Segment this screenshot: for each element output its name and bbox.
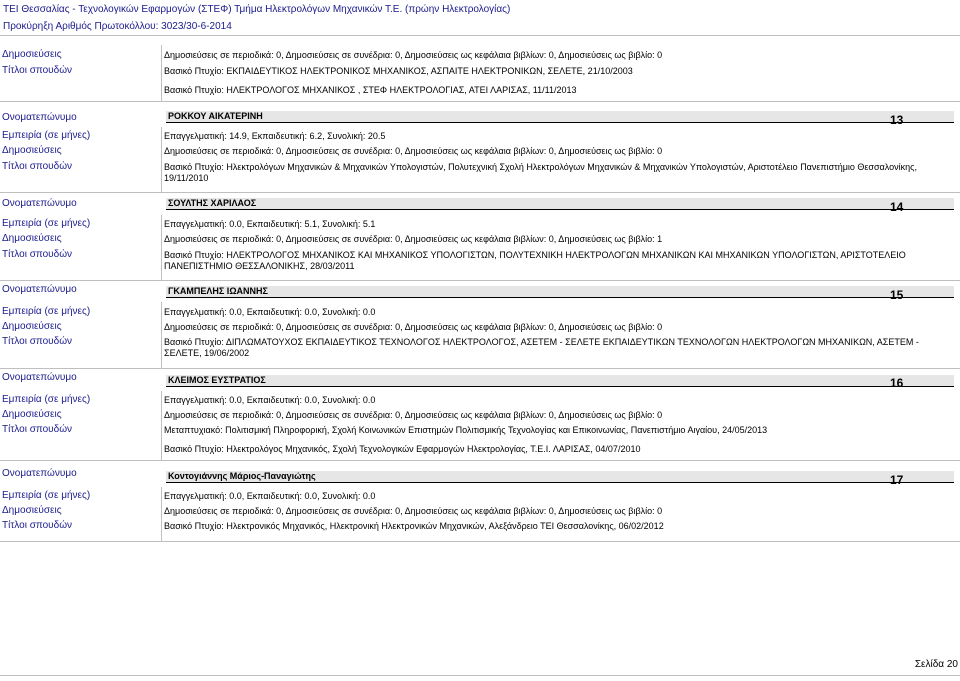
candidate-name: ΚΛΕΙΜΟΣ ΕΥΣΤΡΑΤΙΟΣ [166, 375, 954, 387]
title-value: Βασικό Πτυχίο: Ηλεκτρολόγων Μηχανικών & Μηχανικών Υπολογιστών, Πολυτεχνική Σχολή Ηλεκτρολόγων Μηχανικών & Μηχανικών Υπολογιστών, Αριστοτέλειο Πανεπιστήμιο Θεσσαλονίκης, 19/11/2010 [164, 162, 917, 183]
titles-label: Τίτλοι σπουδών [2, 249, 73, 260]
candidate-name: ΡΟΚΚΟΥ ΑΙΚΑΤΕΡΙΝΗ [166, 111, 954, 123]
row-divider [0, 368, 960, 369]
column-divider [161, 127, 162, 192]
titles-label: Τίτλοι σπουδών [2, 520, 73, 531]
title-value: Βασικό Πτυχίο: Ηλεκτρολόγος Μηχανικός, Σχολή Τεχνολογικών Εφαρμογών Ηλεκτρολογίας, Τ.Ε.Ι. ΛΑΡΙΣΑΣ, 04/07/2010 [164, 444, 641, 454]
candidate-number: 13 [890, 113, 904, 127]
experience-value: Επαγγελματική: 0.0, Εκπαιδευτική: 0.0, Συνολική: 0.0 [164, 395, 376, 405]
row-divider [0, 541, 960, 542]
candidate-name: ΓΚΑΜΠΕΛΗΣ ΙΩΑΝΝΗΣ [166, 286, 954, 298]
titles-label: Τίτλοι σπουδών [2, 161, 73, 172]
column-divider [161, 487, 162, 541]
page-number: Σελίδα 20 [914, 659, 958, 670]
row-divider [0, 101, 960, 102]
row-divider [0, 460, 960, 461]
publications-label: Δημοσιεύσεις [2, 145, 62, 156]
candidate-name: ΣΟΥΛΤΗΣ ΧΑΡΙΛΑΟΣ [166, 198, 954, 210]
publications-label: Δημοσιεύσεις [2, 321, 62, 332]
candidate-number: 17 [890, 473, 904, 487]
title-value: Μεταπτυχιακό: Πολιτισμική Πληροφορική, Σχολή Κοινωνικών Επιστημών Πολιτισμικής Τεχνολογίας και Επικοινωνίας, Πανεπιστήμιο Αιγαίου, 24/05/2013 [164, 425, 768, 435]
candidate-number: 14 [890, 200, 904, 214]
column-divider [161, 302, 162, 368]
publications-label: Δημοσιεύσεις [2, 49, 62, 60]
name-label: Ονοματεπώνυμο [2, 112, 77, 123]
experience-label: Εμπειρία (σε μήνες) [2, 306, 91, 317]
publications-value: Δημοσιεύσεις σε περιοδικά: 0, Δημοσιεύσεις σε συνέδρια: 0, Δημοσιεύσεις ως κεφάλαια βιβλίων: 0, Δημοσιεύσεις ως βιβλίο: 0 [164, 50, 663, 60]
name-label: Ονοματεπώνυμο [2, 372, 77, 383]
titles-label: Τίτλοι σπουδών [2, 424, 73, 435]
footer-divider [0, 675, 960, 676]
name-label: Ονοματεπώνυμο [2, 468, 77, 479]
title-value: Βασικό Πτυχίο: ΔΙΠΛΩΜΑΤΟΥΧΟΣ ΕΚΠΑΙΔΕΥΤΙΚΟΣ ΤΕΧΝΟΛΟΓΟΣ ΗΛΕΚΤΡΟΛΟΓΟΣ, ΑΣΕΤΕΜ - ΣΕΛΕΤΕ ΕΚΠΑΙΔΕΥΤΙΚΩΝ ΤΕΧΝΟΛΟΓΩΝ ΗΛΕΚΤΡΟΛΟΓΩΝ ΜΗΧΑΝΙΚΩΝ, ΑΣΕΤΕΜ - ΣΕΛΕΤΕ, 19/06/2002 [164, 337, 919, 358]
protocol-number: Προκύρηξη Αριθμός Πρωτοκόλλου: 3023/30-6-2014 [3, 21, 232, 32]
publications-value: Δημοσιεύσεις σε περιοδικά: 0, Δημοσιεύσεις σε συνέδρια: 0, Δημοσιεύσεις ως κεφάλαια βιβλίων: 0, Δημοσιεύσεις ως βιβλίο: 0 [164, 506, 663, 516]
experience-value: Επαγγελματική: 0.0, Εκπαιδευτική: 0.0, Συνολική: 0.0 [164, 307, 376, 317]
header-divider [0, 35, 960, 36]
column-divider [161, 45, 162, 101]
publications-label: Δημοσιεύσεις [2, 505, 62, 516]
publications-label: Δημοσιεύσεις [2, 409, 62, 420]
experience-label: Εμπειρία (σε μήνες) [2, 218, 91, 229]
row-divider [0, 280, 960, 281]
publications-value: Δημοσιεύσεις σε περιοδικά: 0, Δημοσιεύσεις σε συνέδρια: 0, Δημοσιεύσεις ως κεφάλαια βιβλίων: 0, Δημοσιεύσεις ως βιβλίο: 0 [164, 146, 663, 156]
name-label: Ονοματεπώνυμο [2, 284, 77, 295]
candidate-name: Κοντογιάννης Μάριος-Παναγιώτης [166, 471, 954, 483]
title-value: Βασικό Πτυχίο: ΕΚΠΑΙΔΕΥΤΙΚΟΣ ΗΛΕΚΤΡΟΝΙΚΟΣ ΜΗΧΑΝΙΚΟΣ, ΑΣΠΑΙΤΕ ΗΛΕΚΤΡΟΝΙΚΩΝ, ΣΕΛΕΤΕ, 21/10/2003 [164, 66, 633, 76]
candidate-number: 16 [890, 376, 904, 390]
experience-value: Επαγγελματική: 14.9, Εκπαιδευτική: 6.2, Συνολική: 20.5 [164, 131, 386, 141]
experience-label: Εμπειρία (σε μήνες) [2, 130, 91, 141]
row-divider [0, 192, 960, 193]
candidate-number: 15 [890, 288, 904, 302]
title-value: Βασικό Πτυχίο: Ηλεκτρονικός Μηχανικός, Ηλεκτρονική Ηλεκτρονικών Μηχανικών, Αλεξάνδρειο ΤΕΙ Θεσσαλονίκης, 06/02/2012 [164, 521, 664, 531]
titles-label: Τίτλοι σπουδών [2, 65, 73, 76]
publications-label: Δημοσιεύσεις [2, 233, 62, 244]
name-label: Ονοματεπώνυμο [2, 198, 77, 209]
title-value: Βασικό Πτυχίο: ΗΛΕΚΤΡΟΛΟΓΟΣ ΜΗΧΑΝΙΚΟΣ ΚΑΙ ΜΗΧΑΝΙΚΟΣ ΥΠΟΛΟΓΙΣΤΩΝ, ΠΟΛΥΤΕΧΝΙΚΗ ΗΛΕΚΤΡΟΛΟΓΩΝ ΜΗΧΑΝΙΚΩΝ ΚΑΙ ΜΗΧΑΝΙΚΩΝ ΥΠΟΛΟΓΙΣΤΩΝ, ΑΡΙΣΤΟΤΕΛΕΙΟ ΠΑΝΕΠΙΣΤΗΜΙΟ ΘΕΣΣΑΛΟΝΙΚΗΣ, 28/03/2011 [164, 250, 906, 271]
experience-label: Εμπειρία (σε μήνες) [2, 394, 91, 405]
experience-label: Εμπειρία (σε μήνες) [2, 490, 91, 501]
experience-value: Επαγγελματική: 0.0, Εκπαιδευτική: 5.1, Συνολική: 5.1 [164, 219, 376, 229]
column-divider [161, 391, 162, 460]
publications-value: Δημοσιεύσεις σε περιοδικά: 0, Δημοσιεύσεις σε συνέδρια: 0, Δημοσιεύσεις ως κεφάλαια βιβλίων: 0, Δημοσιεύσεις ως βιβλίο: 0 [164, 322, 663, 332]
title-value: Βασικό Πτυχίο: ΗΛΕΚΤΡΟΛΟΓΟΣ ΜΗΧΑΝΙΚΟΣ , ΣΤΕΦ ΗΛΕΚΤΡΟΛΟΓΙΑΣ, ΑΤΕΙ ΛΑΡΙΣΑΣ, 11/11/2013 [164, 85, 577, 95]
column-divider [161, 215, 162, 280]
experience-value: Επαγγελματική: 0.0, Εκπαιδευτική: 0.0, Συνολική: 0.0 [164, 491, 376, 501]
publications-value: Δημοσιεύσεις σε περιοδικά: 0, Δημοσιεύσεις σε συνέδρια: 0, Δημοσιεύσεις ως κεφάλαια βιβλίων: 0, Δημοσιεύσεις ως βιβλίο: 1 [164, 234, 663, 244]
document-title: ΤΕΙ Θεσσαλίας - Τεχνολογικών Εφαρμογών (ΣΤΕΦ) Τμήμα Ηλεκτρολόγων Μηχανικών Τ.Ε. (πρώην Ηλεκτρολογίας) [3, 4, 511, 15]
publications-value: Δημοσιεύσεις σε περιοδικά: 0, Δημοσιεύσεις σε συνέδρια: 0, Δημοσιεύσεις ως κεφάλαια βιβλίων: 0, Δημοσιεύσεις ως βιβλίο: 0 [164, 410, 663, 420]
titles-label: Τίτλοι σπουδών [2, 336, 73, 347]
